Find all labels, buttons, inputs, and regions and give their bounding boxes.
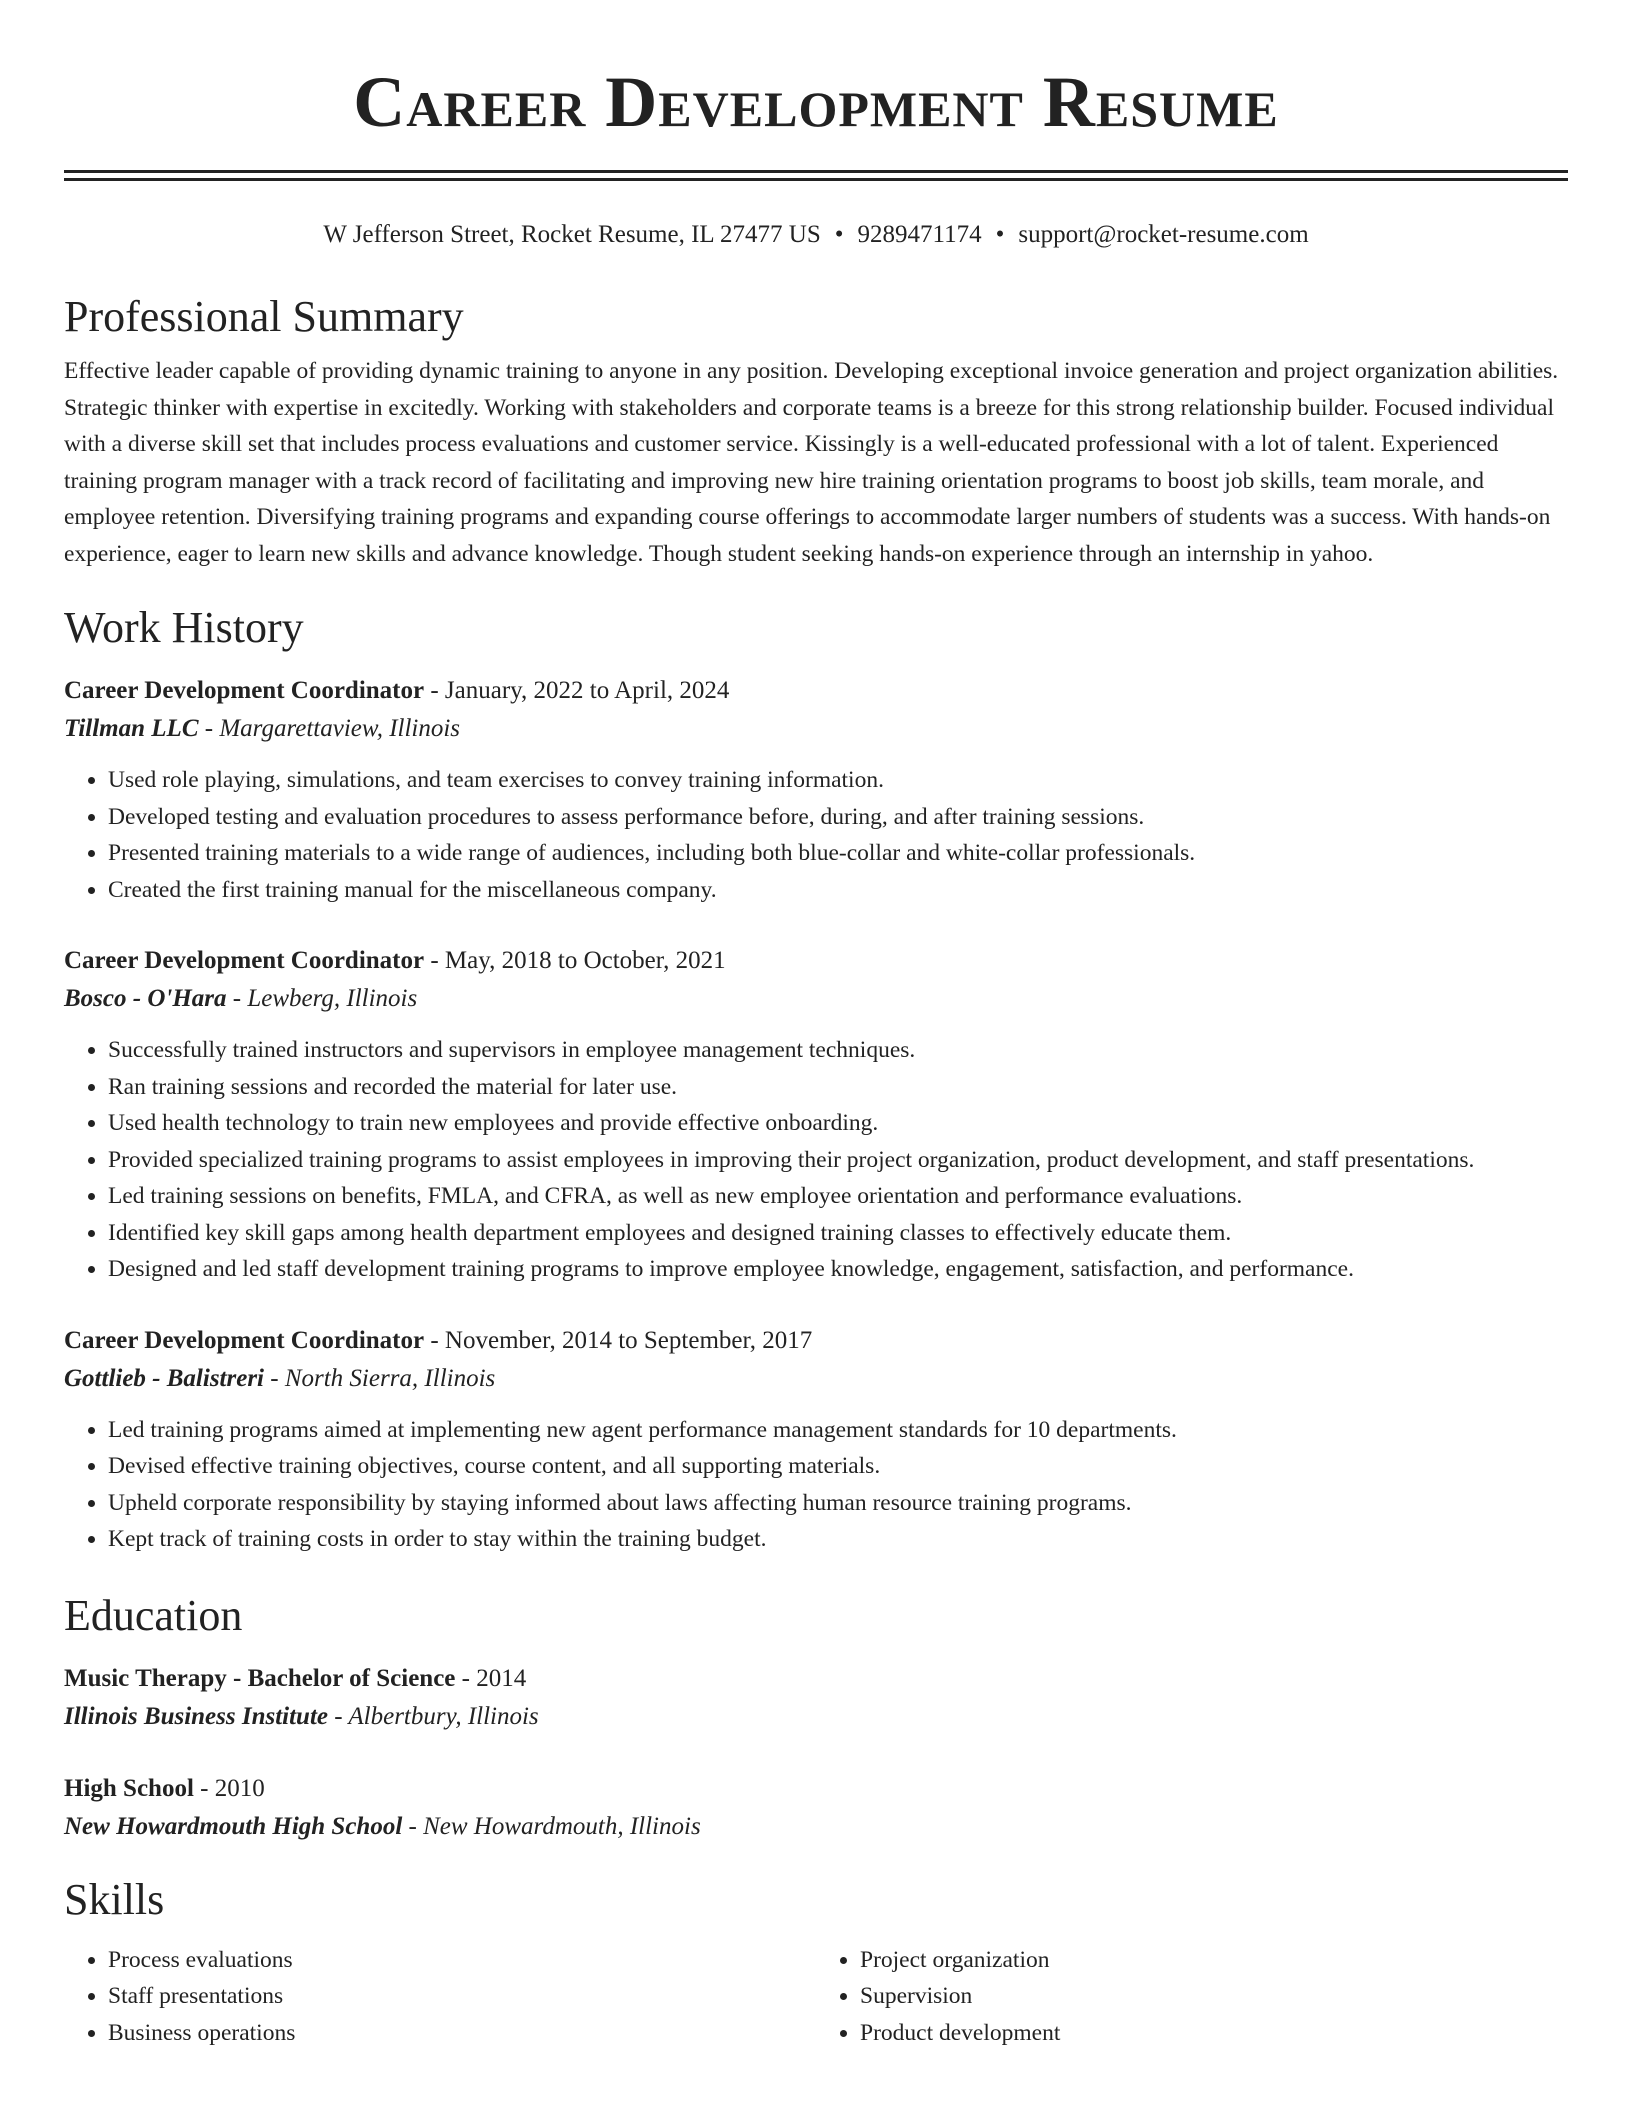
- job-title-line: [64, 942, 1568, 980]
- list-item: • Designed and led staff development training programs to improve employee knowledge, engagement, satisfaction, and performance.: [108, 1251, 1568, 1288]
- education-entry: [64, 1660, 1568, 1736]
- list-item: • Devised effective training objectives, course content, and all supporting materials.: [108, 1448, 1568, 1485]
- skills-columns: [64, 1942, 1568, 2052]
- list-item: • Used health technology to train new employees and provide effective onboarding.: [108, 1105, 1568, 1142]
- job-location: - Lewberg, Illinois: [226, 985, 418, 1012]
- contact-email[interactable]: support@rocket-resume.com: [1018, 221, 1309, 248]
- list-item: • Kept track of training costs in order to stay within the training budget.: [108, 1521, 1568, 1558]
- job-title-line: [64, 672, 1568, 710]
- contact-separator: •: [834, 221, 844, 248]
- job-company-line: [64, 980, 1568, 1018]
- job-title: Career Development Coordinator: [64, 677, 425, 704]
- skill-item: • Business operations: [108, 2015, 816, 2052]
- skills-list-right: [816, 1942, 1568, 2052]
- job-company-line: [64, 710, 1568, 748]
- list-item: • Provided specialized training programs to assist employees in improving their project organization, product development, and staff presentations.: [108, 1142, 1568, 1179]
- job-company: Bosco - O'Hara: [64, 985, 227, 1012]
- education-degree: Music Therapy - Bachelor of Science: [64, 1664, 456, 1692]
- summary-heading: Professional Summary: [64, 292, 464, 341]
- job-entry: [64, 1322, 1568, 1558]
- education-school: New Howardmouth High School: [64, 1812, 403, 1840]
- education-heading: Education: [64, 1590, 243, 1640]
- job-company: Tillman LLC: [64, 715, 199, 742]
- job-dates: - January, 2022 to April, 2024: [424, 677, 730, 704]
- title-double-rule: [64, 170, 1568, 181]
- job-company-line: [64, 1360, 1568, 1398]
- contact-separator: •: [995, 221, 1005, 248]
- education-entry: [64, 1770, 1568, 1846]
- education-school-line: [64, 1808, 1568, 1846]
- education-degree-line: [64, 1770, 1568, 1808]
- education-school-line: [64, 1698, 1568, 1736]
- list-item: • Developed testing and evaluation procedures to assess performance before, during, and after training sessions.: [108, 799, 1568, 836]
- education-year: - 2014: [455, 1664, 527, 1692]
- education-location: - Albertbury, Illinois: [328, 1702, 539, 1730]
- list-item: • Created the first training manual for the miscellaneous company.: [108, 872, 1568, 909]
- job-bullets: [64, 762, 1568, 908]
- skill-item: • Staff presentations: [108, 1978, 816, 2015]
- summary-text: Effective leader capable of providing dynamic training to anyone in any position. Developing exceptional invoice generation and project organization abilities. Strategic thinker with expertise in excitedly. Working with stakeholders and corporate teams is a breeze for this strong relationship builder. Focused individual with a diverse skill set that includes process evaluations and customer service. Kissingly is a well-educated professional with a lot of talent. Experienced training program manager with a track record of facilitating and improving new hire training orientation programs to boost job skills, team morale, and employee retention. Diversifying training programs and expanding course offerings to accommodate larger numbers of students was a success. With hands-on experience, eager to learn new skills and advance knowledge. Though student seeking hands-on experience through an internship in yahoo.: [64, 358, 1559, 567]
- list-item: • Ran training sessions and recorded the material for later use.: [108, 1069, 1568, 1106]
- skill-item: • Project organization: [860, 1942, 1568, 1979]
- job-dates: - May, 2018 to October, 2021: [424, 947, 726, 974]
- job-bullets: [64, 1412, 1568, 1558]
- resume-title: Career Development Resume: [353, 62, 1279, 142]
- skill-item: • Product development: [860, 2015, 1568, 2052]
- skill-item: • Supervision: [860, 1978, 1568, 2015]
- education-degree-line: [64, 1660, 1568, 1698]
- job-entry: [64, 672, 1568, 908]
- list-item: • Identified key skill gaps among health department employees and designed training classes to effectively educate them.: [108, 1215, 1568, 1252]
- job-bullets: [64, 1032, 1568, 1288]
- job-title: Career Development Coordinator: [64, 1326, 425, 1354]
- education-degree: High School: [64, 1774, 194, 1802]
- job-title: Career Development Coordinator: [64, 947, 425, 974]
- job-location: - Margarettaview, Illinois: [198, 715, 461, 742]
- list-item: • Successfully trained instructors and supervisors in employee management techniques.: [108, 1032, 1568, 1069]
- job-entry: [64, 942, 1568, 1288]
- work-history-heading: Work History: [64, 603, 304, 652]
- list-item: • Used role playing, simulations, and team exercises to convey training information.: [108, 762, 1568, 799]
- job-company: Gottlieb - Balistreri: [64, 1364, 264, 1392]
- skill-item: • Process evaluations: [108, 1942, 816, 1979]
- list-item: • Presented training materials to a wide range of audiences, including both blue-collar and white-collar professionals.: [108, 835, 1568, 872]
- contact-line: [64, 217, 1568, 253]
- skills-list-left: [64, 1942, 816, 2052]
- job-location: - North Sierra, Illinois: [264, 1364, 496, 1392]
- contact-address: W Jefferson Street, Rocket Resume, IL 27477 US: [323, 221, 821, 248]
- contact-phone[interactable]: 9289471174: [857, 221, 982, 248]
- skills-heading: Skills: [64, 1874, 165, 1924]
- list-item: • Led training programs aimed at implementing new agent performance management standards for 10 departments.: [108, 1412, 1568, 1449]
- job-dates: - November, 2014 to September, 2017: [424, 1326, 813, 1354]
- list-item: • Led training sessions on benefits, FMLA, and CFRA, as well as new employee orientation and performance evaluations.: [108, 1178, 1568, 1215]
- education-year: - 2010: [193, 1774, 265, 1802]
- education-school: Illinois Business Institute: [64, 1702, 329, 1730]
- education-location: - New Howardmouth, Illinois: [402, 1812, 701, 1840]
- list-item: • Upheld corporate responsibility by staying informed about laws affecting human resource training programs.: [108, 1485, 1568, 1522]
- job-title-line: [64, 1322, 1568, 1360]
